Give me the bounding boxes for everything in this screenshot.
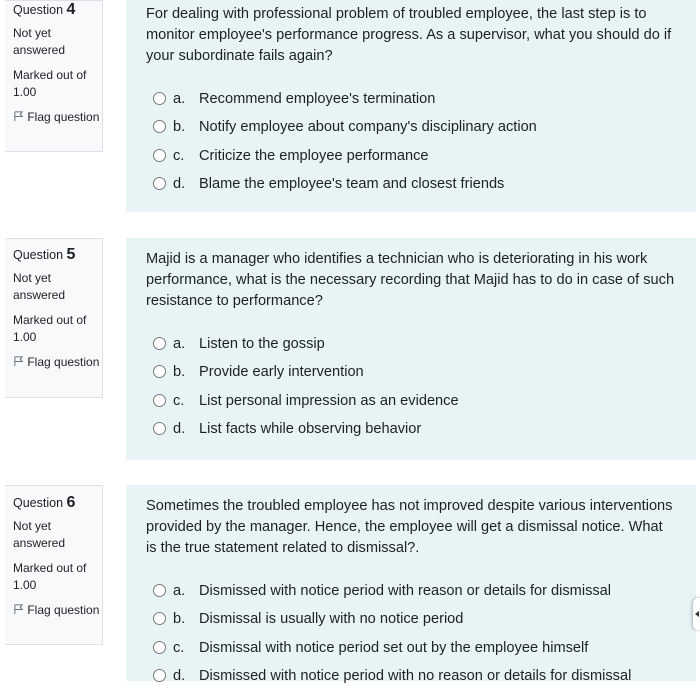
question-text: For dealing with professional problem of troubled employee, the last step is to monitor employee's performance progress. As a supervisor, what you should do if your subordinate fails again? — [146, 6, 672, 64]
question-grade: Marked out of 1.00 — [13, 68, 87, 99]
radio-button[interactable] — [153, 365, 166, 378]
answer-text: List facts while observing behavior — [199, 420, 422, 437]
question-label: Question — [13, 3, 64, 17]
flag-question-button[interactable] — [13, 109, 102, 126]
radio-button[interactable] — [153, 92, 166, 105]
answer-text: Notify employee about company's disciplinary action — [199, 119, 537, 136]
answer-text: Provide early intervention — [199, 364, 364, 381]
flag-question-label: Flag question — [27, 603, 100, 617]
answer-option-d[interactable] — [146, 174, 676, 202]
radio-button[interactable] — [153, 641, 166, 654]
radio-button[interactable] — [153, 612, 166, 625]
question-label: Question — [13, 496, 64, 510]
question-number-value: 6 — [66, 494, 76, 511]
answer-option-a[interactable] — [146, 89, 676, 117]
answer-text: Blame the employee's team and closest friends — [199, 175, 505, 192]
radio-button[interactable] — [153, 584, 166, 597]
question-info — [5, 0, 103, 152]
answer-text: Dismissed with notice period with reason or details for dismissal — [199, 583, 612, 599]
flag-question-label: Flag question — [27, 355, 100, 369]
answer-text: Criticize the employee performance — [199, 147, 429, 164]
question-number-value: 5 — [66, 246, 76, 263]
flag-icon — [13, 356, 24, 367]
answer-letter: b. — [173, 364, 186, 381]
radio-button[interactable] — [153, 394, 166, 407]
answer-letter: a. — [173, 336, 186, 352]
answer-letter: a. — [173, 91, 186, 107]
radio-button[interactable] — [153, 120, 166, 133]
answer-option-a[interactable] — [146, 581, 676, 609]
answer-letter: d. — [173, 420, 186, 437]
answer-option-c[interactable] — [146, 146, 676, 174]
answer-option-d[interactable] — [146, 666, 676, 694]
answer-option-b[interactable] — [146, 362, 676, 390]
answer-letter: d. — [173, 667, 186, 684]
answer-text: Recommend employee's termination — [199, 91, 436, 107]
radio-button[interactable] — [153, 149, 166, 162]
side-panel-toggle-icon[interactable] — [693, 598, 700, 630]
answer-option-c[interactable] — [146, 638, 676, 666]
question-label: Question — [13, 248, 64, 262]
answer-list — [146, 89, 676, 202]
question-grade: Marked out of 1.00 — [13, 313, 87, 344]
answer-letter: d. — [173, 175, 186, 192]
answer-option-b[interactable] — [146, 117, 676, 145]
answer-letter: c. — [173, 392, 185, 409]
question-info — [5, 485, 103, 645]
radio-button[interactable] — [153, 669, 166, 682]
flag-question-label: Flag question — [27, 110, 100, 124]
answer-text: Listen to the gossip — [199, 336, 325, 352]
answer-option-c[interactable] — [146, 391, 676, 419]
answer-letter: b. — [173, 119, 186, 136]
flag-question-button[interactable] — [13, 602, 102, 619]
answer-option-b[interactable] — [146, 609, 676, 637]
answer-text: Dismissed with notice period with no reason or details for dismissal — [199, 667, 632, 684]
question-number — [13, 246, 102, 264]
question-content — [126, 0, 696, 212]
question-number-value: 4 — [66, 1, 76, 18]
answer-option-a[interactable] — [146, 334, 676, 362]
flag-icon — [13, 604, 24, 615]
flag-question-button[interactable] — [13, 354, 102, 371]
question-state: Not yet answered — [13, 26, 66, 57]
question-content — [126, 238, 696, 460]
answer-letter: a. — [173, 583, 186, 599]
question-text: Sometimes the troubled employee has not improved despite various interventions provided by the manager. Hence, the employee will get a dismissal notice. What is the true statement related to dismissal?. — [146, 498, 673, 556]
question-info — [5, 238, 103, 398]
question-number — [13, 1, 102, 19]
question-text: Majid is a manager who identifies a technician who is deteriorating in his work performance, what is the necessary recording that Majid has to do in case of such resistance to performance? — [146, 251, 675, 309]
answer-text: Dismissal is usually with no notice period — [199, 611, 464, 628]
question-state: Not yet answered — [13, 519, 66, 550]
answer-text: List personal impression as an evidence — [199, 392, 459, 409]
answer-list — [146, 334, 676, 447]
question-number — [13, 494, 102, 512]
radio-button[interactable] — [153, 422, 166, 435]
question-content — [126, 485, 696, 684]
answer-list — [146, 581, 676, 694]
radio-button[interactable] — [153, 337, 166, 350]
answer-letter: b. — [173, 611, 186, 628]
answer-letter: c. — [173, 147, 185, 164]
flag-icon — [13, 111, 24, 122]
radio-button[interactable] — [153, 177, 166, 190]
answer-text: Dismissal with notice period set out by the employee himself — [199, 639, 589, 656]
question-grade: Marked out of 1.00 — [13, 561, 87, 592]
answer-letter: c. — [173, 639, 185, 656]
answer-option-d[interactable] — [146, 419, 676, 447]
question-state: Not yet answered — [13, 271, 66, 302]
